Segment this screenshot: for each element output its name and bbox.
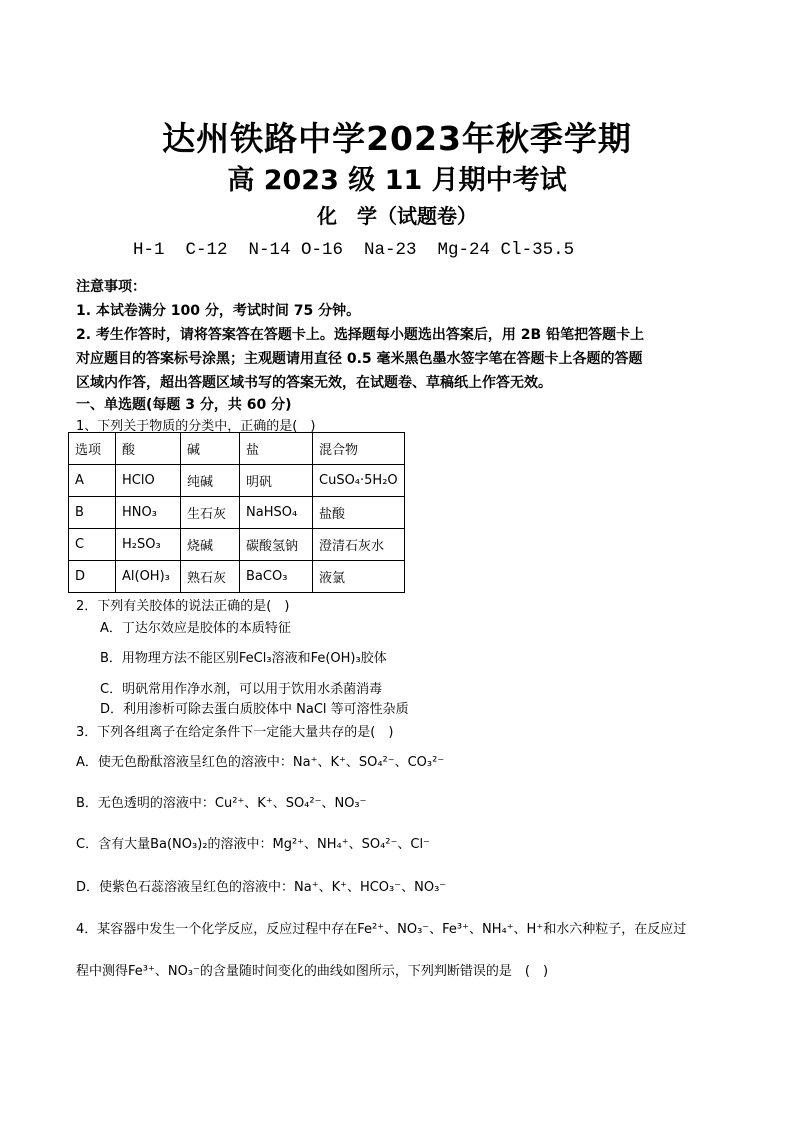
table-cell: 澄清石灰水 <box>313 529 405 561</box>
school-term-title: 达州铁路中学2023年秋季学期 <box>162 119 632 158</box>
table-row <box>69 465 405 497</box>
notice-item-2-line-3: 区域内作答，超出答题区域书写的答案无效，在试题卷、草稿纸上作答无效。 <box>76 375 552 391</box>
table-cell: BaCO₃ <box>240 561 313 593</box>
q3-option-d: D．使紫色石蕊溶液呈红色的溶液中：Na⁺、K⁺、HCO₃⁻、NO₃⁻ <box>76 880 447 895</box>
table-header: 酸 <box>116 433 181 465</box>
atomic-masses: H-1 C-12 N-14 O-16 Na-23 Mg-24 Cl-35.5 <box>133 240 575 260</box>
notice-item-2-line-1: 2. 考生作答时，请将答案答在答题卡上。选择题每小题选出答案后，用 2B 铅笔把答题卡上 <box>76 327 645 343</box>
q2-option-d: D．利用渗析可除去蛋白质胶体中 NaCl 等可溶性杂质 <box>100 702 409 717</box>
subject-title: 化 学（试题卷） <box>317 204 477 228</box>
q3-option-c: C．含有大量Ba(NO₃)₂的溶液中：Mg²⁺、NH₄⁺、SO₄²⁻、Cl⁻ <box>76 837 430 852</box>
q3-option-b: B．无色透明的溶液中：Cu²⁺、K⁺、SO₄²⁻、NO₃⁻ <box>76 796 367 811</box>
q4-stem-line-1: 4．某容器中发生一个化学反应，反应过程中存在Fe²⁺、NO₃⁻、Fe³⁺、NH₄⁺、H⁺和水六种粒子，在反应过 <box>76 922 687 937</box>
table-cell: A <box>69 465 116 497</box>
section-heading: 一、单选题(每题 3 分，共 60 分) <box>76 397 292 413</box>
table-cell: 明矾 <box>240 465 313 497</box>
table-header-row <box>69 433 405 465</box>
table-cell: 烧碱 <box>181 529 240 561</box>
table-row <box>69 497 405 529</box>
notice-item-1: 1. 本试卷满分 100 分，考试时间 75 分钟。 <box>76 303 361 319</box>
q3-stem: 3．下列各组离子在给定条件下一定能大量共存的是( ) <box>76 725 394 740</box>
table-cell: C <box>69 529 116 561</box>
table-cell: 生石灰 <box>181 497 240 529</box>
q1-stem: 1、下列关于物质的分类中，正确的是( ) <box>76 419 316 434</box>
table-cell: 纯碱 <box>181 465 240 497</box>
table-cell: H₂SO₃ <box>116 529 181 561</box>
table-header: 盐 <box>240 433 313 465</box>
exam-title: 高 2023 级 11 月期中考试 <box>227 165 567 196</box>
table-cell: B <box>69 497 116 529</box>
table-cell: D <box>69 561 116 593</box>
table-cell: NaHSO₄ <box>240 497 313 529</box>
table-row <box>69 529 405 561</box>
table-cell: 熟石灰 <box>181 561 240 593</box>
table-cell: Al(OH)₃ <box>116 561 181 593</box>
table-cell: HNO₃ <box>116 497 181 529</box>
table-header: 选项 <box>69 433 116 465</box>
table-row <box>69 561 405 593</box>
q3-option-a: A．使无色酚酞溶液呈红色的溶液中：Na⁺、K⁺、SO₄²⁻、CO₃²⁻ <box>76 755 445 770</box>
notice-item-2-line-2: 对应题目的答案标号涂黑；主观题请用直径 0.5 毫米黑色墨水签字笔在答题卡上各题的答题 <box>76 351 643 367</box>
classification-table <box>68 432 405 593</box>
table-cell: CuSO₄·5H₂O <box>313 465 405 497</box>
table-header: 混合物 <box>313 433 405 465</box>
table-cell: HClO <box>116 465 181 497</box>
table-cell: 液氯 <box>313 561 405 593</box>
notice-heading: 注意事项： <box>76 279 146 295</box>
table-cell: 碳酸氢钠 <box>240 529 313 561</box>
q2-option-c: C．明矾常用作净水剂，可以用于饮用水杀菌消毒 <box>100 682 383 697</box>
table-header: 碱 <box>181 433 240 465</box>
table-cell: 盐酸 <box>313 497 405 529</box>
q2-option-a: A．丁达尔效应是胶体的本质特征 <box>100 621 291 636</box>
q2-stem: 2．下列有关胶体的说法正确的是( ) <box>76 599 290 614</box>
q4-stem-line-2: 程中测得Fe³⁺、NO₃⁻的含量随时间变化的曲线如图所示，下列判断错误的是 ( ) <box>76 964 549 979</box>
q2-option-b: B．用物理方法不能区别FeCl₃溶液和Fe(OH)₃胶体 <box>100 651 387 666</box>
